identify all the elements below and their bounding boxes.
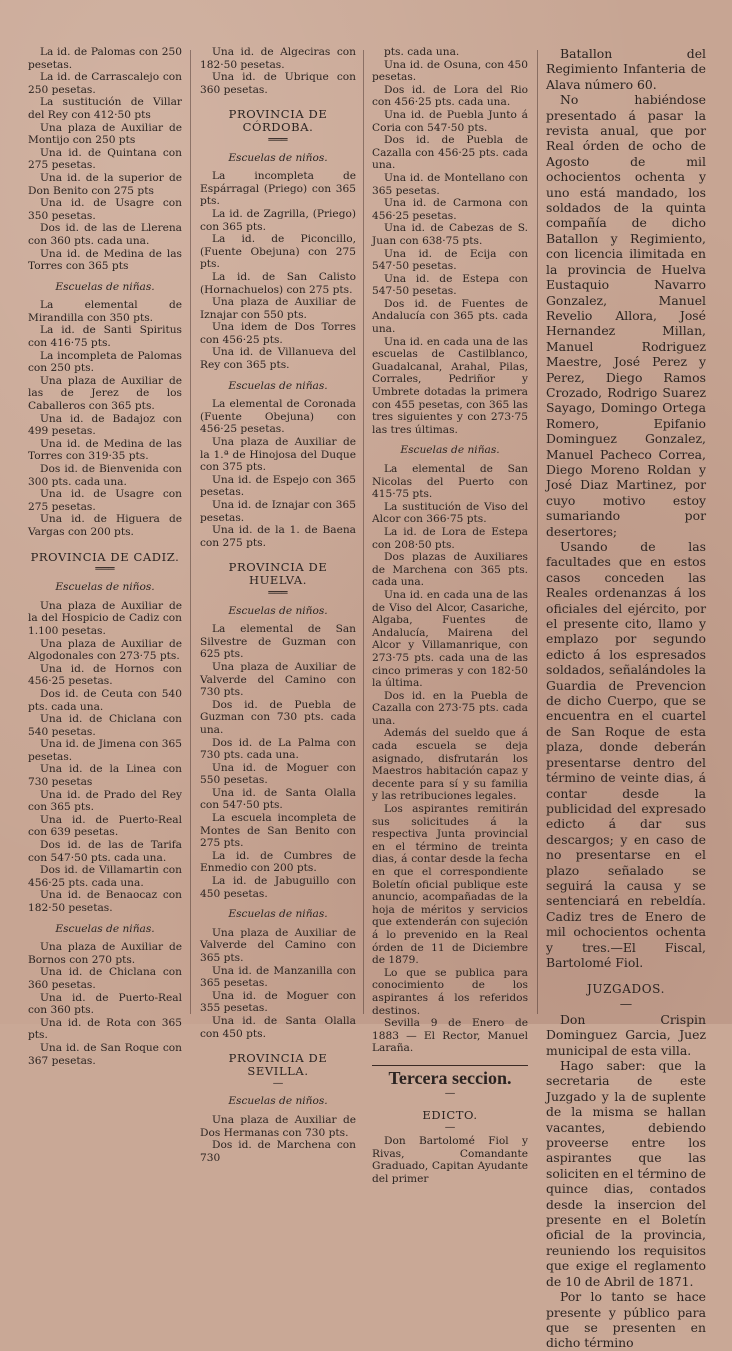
paragraph: La incompleta de Palomas con 250 pts. [28, 349, 182, 375]
paragraph: Una id. de Hornos con 456·25 pesetas. [28, 662, 182, 688]
paragraph: La id. de San Calisto (Hornachuelos) con 275 pts. [200, 270, 356, 296]
paragraph: La id. de Lora de Estepa con 208·50 pts. [372, 525, 528, 551]
paragraph: Una id. de Rota con 365 pts. [28, 1016, 182, 1042]
section-heading: PROVINCIA DE CÓRDOBA. [228, 107, 328, 134]
paragraph: Usando de las facultades que en estos casos conceden las Reales ordenanzas á los oficiales del ejército, por el presente cito, llamo y emplazo por segundo edicto á los espresados soldados, señalándoles la Guardia de Prevencion de dicho Cuerpo, que se encuentra en el cuartel de San Roque de esta plaza, donde deberán presentarse dentro del término de veinte dias, á contar desde la publicidad del expresado edicto á dar sus descargos; y en caso de no presentarse en el plazo señalado se seguirá la causa y se sentenciará en rebeldía. Cadiz tres de Enero de mil ochocientos ochenta y tres.—El Fiscal, Bartolomé Fiol. [546, 539, 706, 970]
paragraph: Una id. de Medina de las Torres con 365 pts [28, 247, 182, 273]
paragraph: Dos id. de las de Tarifa con 547·50 pts. cada una. [28, 839, 182, 864]
paragraph: Una id. de Estepa con 547·50 pesetas. [372, 272, 528, 298]
section-subheading: Escuelas de niños. [228, 151, 328, 164]
section-heading: EDICTO. [422, 1107, 478, 1122]
paragraph: La elemental de Mirandilla con 350 pts. [28, 299, 182, 324]
column-4 [546, 46, 706, 1351]
separator: — [619, 995, 633, 1011]
paragraph: La elemental de Coronada (Fuente Obejuna) con 456·25 pesetas. [200, 398, 356, 436]
paragraph: La escuela incompleta de Montes de San Benito con 275 pts. [200, 812, 356, 850]
paragraph: Dos id. de Lora del Rio con 456·25 pts. cada una. [372, 83, 528, 109]
section-title: Tercera seccion. [372, 1065, 528, 1085]
paragraph: Una id. de Usagre con 350 pesetas. [28, 197, 182, 222]
paragraph: Dos plazas de Auxiliares de Marchena con 365 pts. cada una. [372, 551, 528, 589]
section-subheading: Escuelas de niños. [55, 581, 155, 594]
column-3 [372, 46, 528, 1185]
paragraph: Una id. de Moguer con 550 pesetas. [200, 761, 356, 787]
paragraph: Una id. de Ubrique con 360 pesetas. [200, 71, 356, 96]
paragraph: Además del sueldo que á cada escuela se deja asignado, disfrutarán los Maestros habitación capaz y decente para sí y su familia y las retribuciones legales. [372, 727, 528, 803]
paragraph: Una id. de Montellano con 365 pesetas. [372, 171, 528, 197]
paragraph: Una plaza de Auxiliar de Iznajar con 550 pts. [200, 296, 356, 321]
column-2 [200, 46, 356, 1164]
paragraph: pts. cada una. [384, 46, 460, 58]
paragraph: Dos id. de Puebla de Guzman con 730 pts. cada una. [200, 698, 356, 736]
section-heading: PROVINCIA DE HUELVA. [228, 560, 328, 587]
paragraph: Una plaza de Auxiliar de Valverde del Camino con 365 pts. [200, 926, 356, 964]
paragraph: Hago saber: que la secretaria de este Juzgado y la de suplente de la misma se hallan vacantes, debiendo proveerse entre los aspirantes que las soliciten en el término de quince dias, contados desde la insercion del presente en el Boletín oficial de la provincia, reuniendo los requisitos que exige el reglamento de 10 de Abril de 1871. [546, 1058, 706, 1289]
paragraph: Una plaza de Auxiliar de Dos Hermanas con 730 pts. [200, 1113, 356, 1139]
paragraph: Una id. de Benaocaz con 182·50 pesetas. [28, 889, 182, 914]
column-1 [28, 46, 182, 1067]
paragraph: Don Crispin Dominguez Garcia, Juez municipal de esta villa. [546, 1011, 706, 1058]
paragraph: La id. de Santi Spiritus con 416·75 pts. [28, 324, 182, 350]
paragraph: Una id. de Santa Olalla con 450 pts. [200, 1014, 356, 1040]
paragraph: Una plaza de Auxiliar de las de Jerez de los Caballeros con 365 pts. [28, 374, 182, 413]
separator: ═══ [268, 586, 288, 599]
paragraph: Una id. de Osuna, con 450 pesetas. [372, 58, 528, 84]
section-heading: PROVINCIA DE CADIZ. [30, 549, 180, 564]
paragraph: Una id. de Badajoz con 499 pesetas. [28, 412, 182, 438]
paragraph: Una id. de Prado del Rey con 365 pts. [28, 788, 182, 814]
paragraph: Una id. de Usagre con 275 pesetas. [28, 488, 182, 513]
paragraph: Dos id. de Villamartin con 456·25 pts. cada una. [28, 864, 182, 889]
paragraph: Una id. de Higuera de Vargas con 200 pts. [28, 513, 182, 538]
paragraph: Los aspirantes remitirán sus solicitudes á la respectiva Junta provincial en el término de treinta dias, á contar desde la fecha en que el correspondiente Boletín oficial publique este anuncio, acompañadas de la hoja de méritos y servicios que extenderán con sujeción á lo prevenido en la Real órden de 11 de Diciembre de 1879. [372, 803, 528, 967]
paragraph: Una id. de Santa Olalla con 547·50 pts. [200, 786, 356, 812]
paragraph: La id. de Zagrilla, (Priego) con 365 pts. [200, 207, 356, 233]
paragraph: Una id. de la superior de Don Benito con 275 pts [28, 171, 182, 197]
paragraph: Lo que se publica para conocimiento de los aspirantes á los referidos destinos. [372, 966, 528, 1017]
paragraph: Una plaza de Auxiliar de la del Hospicio de Cadiz con 1.100 pesetas. [28, 599, 182, 637]
paragraph: Por lo tanto se hace presente y público para que se presenten en dicho término [546, 1289, 706, 1351]
paragraph: Dos id. de Ceuta con 540 pts. cada una. [28, 687, 182, 713]
column-rule [190, 50, 191, 1014]
paragraph: Dos id. de Puebla de Cazalla con 456·25 pts. cada una. [372, 134, 528, 172]
separator: — [444, 1121, 456, 1134]
paragraph: Una id. de Cabezas de S. Juan con 638·75 pts. [372, 222, 528, 247]
paragraph: Una plaza de Auxiliar de Algodonales con 273·75 pts. [28, 637, 182, 663]
section-heading: PROVINCIA DE SEVILLA. [228, 1051, 328, 1078]
paragraph: La id. de Jabuguillo con 450 pesetas. [200, 875, 356, 900]
section-subheading: Escuelas de niñas. [228, 908, 328, 921]
section-subheading: Escuelas de niñas. [55, 280, 155, 293]
paragraph: La incompleta de Espárragal (Priego) con 365 pts. [200, 170, 356, 208]
section-subheading: Escuelas de niños. [228, 1095, 328, 1108]
section-subheading: Escuelas de niñas. [55, 922, 155, 935]
paragraph: Una id. de Villanueva del Rey con 365 pts. [200, 346, 356, 372]
paragraph: La id. de Palomas con 250 pesetas. [28, 46, 182, 71]
paragraph: Una plaza de Auxiliar de Bornos con 270 pts. [28, 941, 182, 966]
paragraph: Una id. de Medina de las Torres con 319·35 pts. [28, 437, 182, 463]
paragraph: La id. de Piconcillo, (Fuente Obejuna) con 275 pts. [200, 233, 356, 271]
paragraph: Sevilla 9 de Enero de 1883 — El Rector, Manuel Laraña. [372, 1017, 528, 1055]
separator: — [444, 1086, 456, 1099]
paragraph: Dos id. de Fuentes de Andalucía con 365 pts. cada una. [372, 297, 528, 336]
paragraph: Una id. de Jimena con 365 pesetas. [28, 738, 182, 763]
paragraph: Una id. de Ecija con 547·50 pesetas. [372, 247, 528, 273]
section-heading: JUZGADOS. [587, 982, 665, 997]
paragraph: No habiéndose presentado á pasar la revista anual, que por Real órden de ocho de Agosto de mil ochocientos ochenta y uno está mandado, los soldados de la quinta compañía de dicho Batallon y Regimiento, con licencia ilimitada en la provincia de Huelva Eustaquio Navarro Gonzalez, Manuel Revelio Allora, José Hernandez Millan, Manuel Rodriguez Maestre, José Perez y Perez, Diego Ramos Crozado, Rodrigo Suarez Sayago, Domingo Ortega Romero, Epifanio Dominguez Gonzalez, Manuel Pacheco Correa, Diego Moreno Roldan y José Diaz Martinez, por cuyo motivo estoy sumariando por desertores; [546, 92, 706, 539]
paragraph: Una id. de Quintana con 275 pesetas. [28, 146, 182, 172]
paragraph: Una id. de Puerto-Real con 360 pts. [28, 991, 182, 1017]
paragraph: La id. de Cumbres de Enmedio con 200 pts. [200, 849, 356, 875]
paragraph: Una id. de la Linea con 730 pesetas [28, 763, 182, 789]
paragraph: Una plaza de Auxiliar de Valverde del Camino con 730 pts. [200, 660, 356, 699]
paragraph: Una idem de Dos Torres con 456·25 pts. [200, 321, 356, 346]
section-subheading: Escuelas de niños. [228, 604, 328, 617]
section-subheading: Escuelas de niñas. [228, 379, 328, 392]
separator: — [272, 1077, 284, 1090]
paragraph: Una id. de la 1. de Baena con 275 pts. [200, 524, 356, 549]
paragraph: Dos id. de Marchena con 730 [200, 1139, 356, 1164]
paragraph: Dos id. en la Puebla de Cazalla con 273·75 pts. cada una. [372, 689, 528, 727]
paragraph: Una id. de Puerto-Real con 639 pesetas. [28, 813, 182, 839]
paragraph: Una id. de Chiclana con 360 pesetas. [28, 966, 182, 991]
paragraph: La elemental de San Silvestre de Guzman con 625 pts. [200, 623, 356, 661]
paragraph: Una id. en cada una de las escuelas de Castilblanco, Guadalcanal, Arahal, Pilas, Corrales, Pedriñor y Umbrete dotadas la primera con 455 pesetas, con 365 las tres siguientes y con 273·75 las tres últimas. [372, 335, 528, 436]
paragraph: La elemental de San Nicolas del Puerto con 415·75 pts. [372, 463, 528, 501]
paragraph: Una id. de Moguer con 355 pesetas. [200, 989, 356, 1015]
paragraph: Dos id. de La Palma con 730 pts. cada una. [200, 736, 356, 762]
paragraph: La id. de Carrascalejo con 250 pesetas. [28, 71, 182, 96]
paragraph: Dos id. de las de Llerena con 360 pts. cada una. [28, 222, 182, 247]
paragraph: Una plaza de Auxiliar de la 1.ª de Hinojosa del Duque con 375 pts. [200, 436, 356, 474]
paragraph: Una id. en cada una de las de Viso del Alcor, Casariche, Algaba, Fuentes de Andalucía, Mairena del Alcor y Villamanrique, con 273·75 pts. cada una de las cinco primeras y con 182·50 la última. [372, 588, 528, 690]
paragraph: Dos id. de Bienvenida con 300 pts. cada una. [28, 463, 182, 488]
paragraph: Una id. de Puebla Junto á Coria con 547·50 pts. [372, 108, 528, 134]
paragraph: Una id. de Espejo con 365 pesetas. [200, 473, 356, 499]
paragraph: La sustitución de Villar del Rey con 412·50 pts [28, 96, 182, 121]
paragraph: Una id. de Chiclana con 540 pesetas. [28, 713, 182, 738]
paragraph: Una id. de Iznajar con 365 pesetas. [200, 499, 356, 524]
paragraph: Una id. de Manzanilla con 365 pesetas. [200, 964, 356, 990]
paragraph: Una plaza de Auxiliar de Montijo con 250 pts [28, 121, 182, 147]
paragraph: Una id. de San Roque con 367 pesetas. [28, 1041, 182, 1067]
section-subheading: Escuelas de niñas. [400, 444, 500, 457]
column-rule [537, 50, 538, 1014]
column-rule [363, 50, 364, 1014]
paragraph: La sustitución de Viso del Alcor con 366·75 pts. [372, 500, 528, 526]
separator: ═══ [268, 133, 288, 146]
separator: ═══ [95, 563, 115, 576]
paragraph: Don Bartolomé Fiol y Rivas, Comandante Graduado, Capitan Ayudante del primer [372, 1135, 528, 1185]
paragraph: Batallon del Regimiento Infanteria de Alava número 60. [546, 46, 706, 92]
paragraph: Una id. de Carmona con 456·25 pesetas. [372, 197, 528, 222]
paragraph: Una id. de Algeciras con 182·50 pesetas. [200, 46, 356, 71]
